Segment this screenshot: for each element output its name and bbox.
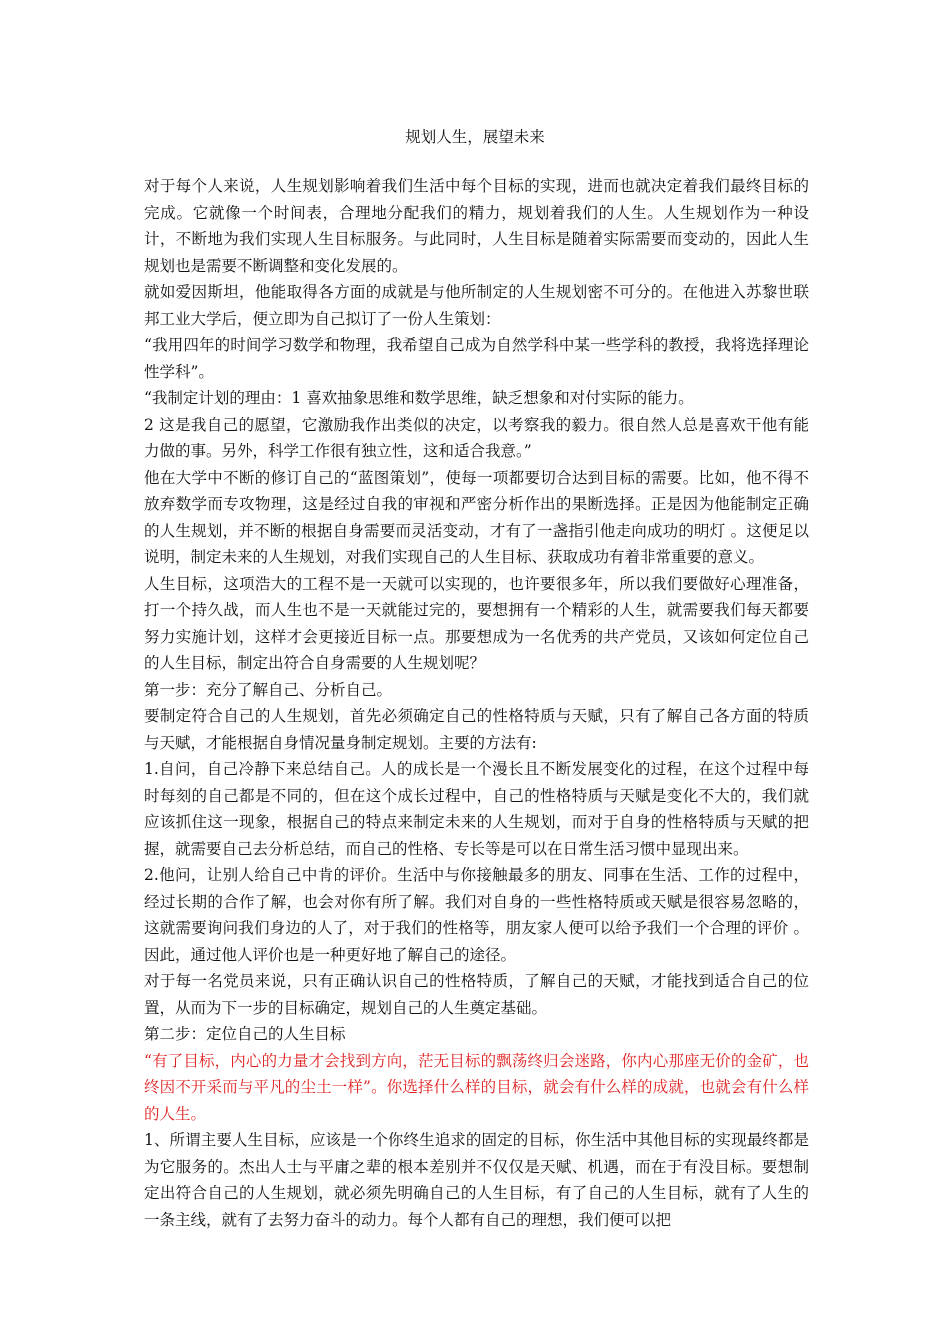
document-title: 规划人生，展望未来 bbox=[405, 128, 545, 146]
section-heading: 第一步：充分了解自己、分析自己。 bbox=[144, 680, 393, 699]
section-heading: 第二步：定位自己的人生目标 bbox=[144, 1025, 346, 1043]
paragraph: 要制定符合自己的人生规划，首先必须确定自己的性格特质与天赋，只有了解自己各方面的特质与天赋，才能根据自身情况量身制定规划。主要的方法有: bbox=[144, 707, 809, 752]
paragraph: “我用四年的时间学习数学和物理，我希望自己成为自然学科中某一些学科的教授，我将选择理论性学科”。 bbox=[144, 336, 809, 381]
paragraph: 人生目标，这项浩大的工程不是一天就可以实现的，也许要很多年，所以我们要做好心理准备，打一个持久战，而人生也不是一天就能过完的，要想拥有一个精彩的人生，就需要我们每天都要努力实施计划，这样才会更接近目标一点。那要想成为一名优秀的共产党员，又该如何定位自己的人生目标，制定出符合自身需要的人生规划呢？ bbox=[144, 574, 809, 672]
list-item: 1.自问，自己冷静下来总结自己。人的成长是一个漫长且不断发展变化的过程，在这个过程中每时每刻的自己都是不同的，但在这个成长过程中，自己的性格特质与天赋是变化不大的，我们就应该抓住这一现象，根据自己的特点来制定未来的人生规划，而对于自身的性格特质与天赋的把握，就需要自己去分析总结，而自己的性格、专长等是可以在日常生活习惯中显现出来。 bbox=[144, 760, 809, 858]
paragraph: 就如爱因斯坦，他能取得各方面的成就是与他所制定的人生规划密不可分的。在他进入苏黎世联邦工业大学后，便立即为自己拟订了一份人生策划： bbox=[144, 283, 809, 328]
paragraph: 1、所谓主要人生目标，应该是一个你终生追求的固定的目标，你生活中其他目标的实现最终都是为它服务的。杰出人士与平庸之辈的根本差别并不仅仅是天赋、机遇，而在于有没目标。要想制定出符合自己的人生规划，就必须先明确自己的人生目标，有了自己的人生目标，就有了人生的一条主线，就有了去努力奋斗的动力。每个人都有自己的理想，我们便可以把 bbox=[144, 1131, 809, 1229]
list-item: 2.他问，让别人给自己中肯的评价。生活中与你接触最多的朋友、同事在生活、工作的过程中，经过长期的合作了解，也会对你有所了解。我们对自身的一些性格特质或天赋是很容易忽略的，这就需要询问我们身边的人了，对于我们的性格等，朋友家人便可以给予我们一个合理的评价 。因此，通过他人评价也是一种更好地了解自己的途径。 bbox=[144, 866, 809, 964]
paragraph: 2 这是我自己的愿望，它激励我作出类似的决定，以考察我的毅力。很自然人总是喜欢干他有能力做的事。另外，科学工作很有独立性，这和适合我意。” bbox=[144, 415, 809, 460]
paragraph: 对于每一名党员来说，只有正确认识自己的性格特质，了解自己的天赋，才能找到适合自己的位置，从而为下一步的目标确定，规划自己的人生奠定基础。 bbox=[144, 972, 809, 1017]
paragraph: 他在大学中不断的修订自己的“蓝图策划”，使每一项都要切合达到目标的需要。比如，他不得不放弃数学而专攻物理，这是经过自我的审视和严密分析作出的果断选择。正是因为他能制定正确的人生规划，并不断的根据自身需要而灵活变动，才有了一盏指引他走向成功的明灯 。这便足以说明，制定未来的人生规划，对我们实现自己的人生目标、获取成功有着非常重要的意义。 bbox=[144, 468, 809, 566]
highlighted-quote: “有了目标，内心的力量才会找到方向，茫无目标的飘荡终归会迷路，你内心那座无价的金矿，也终因不开采而与平凡的尘土一样”。你选择什么样的目标，就会有什么样的成就，也就会有什么样的人生。 bbox=[144, 1051, 809, 1123]
paragraph: 对于每个人来说，人生规划影响着我们生活中每个目标的实现，进而也就决定着我们最终目标的完成。它就像一个时间表，合理地分配我们的精力，规划着我们的人生。人生规划作为一种设计，不断地为我们实现人生目标服务。与此同时，人生目标是随着实际需要而变动的，因此人生规划也是需要不断调整和变化发展的。 bbox=[144, 177, 809, 275]
document-body bbox=[144, 173, 809, 1233]
paragraph: “我制定计划的理由：1 喜欢抽象思维和数学思维，缺乏想象和对付实际的能力。 bbox=[144, 389, 694, 407]
